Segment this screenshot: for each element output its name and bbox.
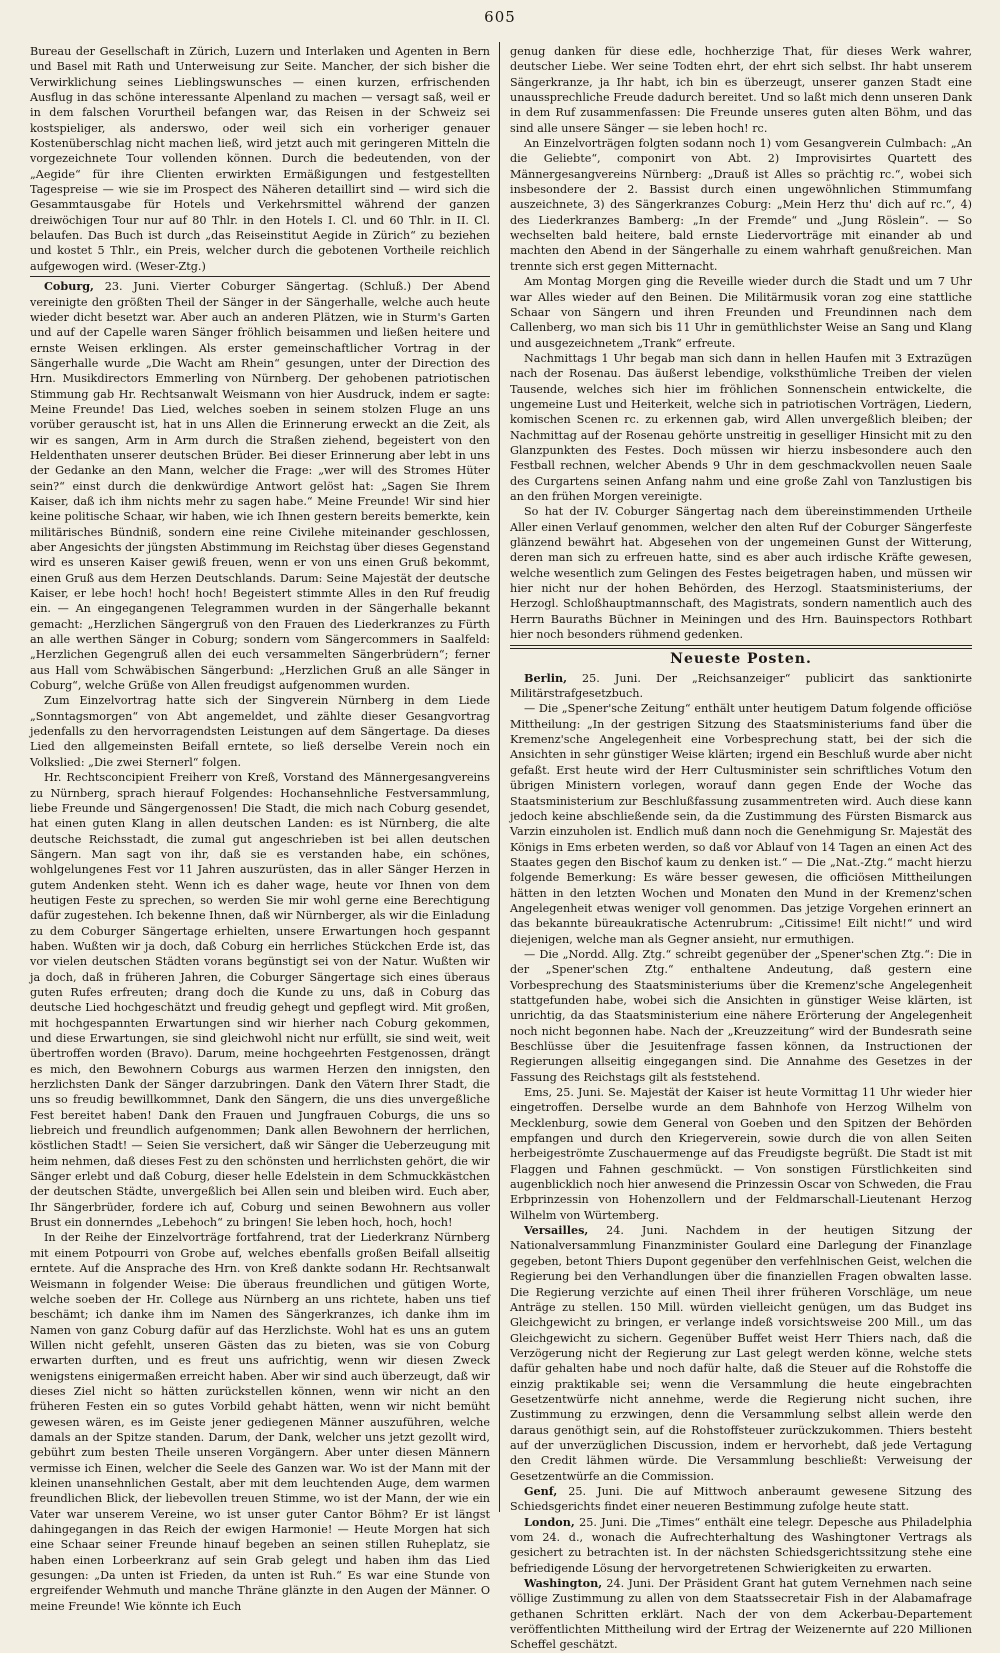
article-paragraph: In der Reihe der Einzelvorträge fortfahrend, trat der Liederkranz Nürnberg mit einem Potpourri von Grobe auf, welches ebenfalls großen Beifall allseitig erntete. Auf die Ansprache des Hrn. von Kreß dankte sodann Hr. Rechtsanwalt Weismann in folgender Weise: Die überaus freundlichen und gütigen Worte, welche soeben der Hr. College aus Nürnberg an uns richtete, haben uns tief beschämt; ich danke ihm im Namen des Sängerkranzes, ich danke ihm im Namen von ganz Coburg dafür auf das Herzlichste. Wohl hat es uns an gutem Willen nicht gefehlt, unseren Gästen das zu bieten, was sie von Coburg erwarten durften, und es freut uns aufrichtig, wenn wir diesen Zweck wenigstens einigermaßen erreicht haben. Aber wir sind auch überzeugt, daß wir dieses Ziel nicht so hätten zurückstellen können, wenn wir nicht an den früheren Festen ein so gutes Vorbild gehabt hätten, wenn wir nicht bemüht gewesen wären, es im Geiste jener gediegenen Männer auszuführen, welche damals an der Spitze standen. Darum, der Dank, welcher uns jetzt gezollt wird, gebührt zum besten Theile unseren Vorgängern. Aber unter diesen Männern vermisse ich Einen, welcher die Seele des Ganzen war. Wo ist der Mann mit der kleinen unansehnlichen Gestalt, aber mit dem leuchtenden Auge, dem warmen freundlichen Blick, der liebevollen treuen Stimme, wo ist der Mann, der wie ein Vater war unserem Vereine, wo ist unser guter Cantor Böhm? Er ist längst dahingegangen in das Reich der ewigen Harmonie! — Heute Morgen hat sich eine Schaar seiner Freunde hinauf begeben an seinen stillen Ruheplatz, sie haben einen Lorbeerkranz auf sein Grab gelegt und haben ihm das Lied gesungen: „Da unten ist Frieden, da unten ist Ruh.“ Es war eine Stunde von ergreifender Wehmuth und manche Thräne glänzte in den Augen der Männer. O meine Freunde! Wie könnte ich Euch bbox=[30, 1231, 490, 1613]
left-column bbox=[30, 44, 491, 1613]
article-separator bbox=[30, 276, 490, 277]
article-text: 25. Juni. Die auf Mittwoch anberaumt gewesene Sitzung des Schiedsgerichts findet einer neueren Bestimmung zufolge heute statt. bbox=[510, 1484, 972, 1514]
column-divider bbox=[499, 42, 500, 1512]
article-paragraph bbox=[30, 279, 490, 693]
dateline-coburg: Coburg, bbox=[44, 279, 94, 294]
section-title: Neueste Posten. bbox=[670, 651, 812, 668]
article-paragraph: So hat der IV. Coburger Sängertag nach dem übereinstimmenden Urtheile Aller einen Verlauf genommen, welcher den alten Ruf der Coburger Sängerfeste glänzend bewährt hat. Abgesehen von der ungemeinen Gunst der Witterung, deren man sich zu erfreuen hatte, sind es aber auch irdische Kräfte gewesen, welche wesentlich zum Gelingen des Festes beigetragen haben, und müssen wir hier nicht nur der hohen Behörden, des Herzogl. Staatsministeriums, der Herzogl. Schloßhauptmannschaft, des Magistrats, sondern namentlich auch des Herrn Bauraths Büchner in Meiningen und des Hrn. Bauinspectors Rothbart hier noch besonders rühmend gedenken. bbox=[510, 505, 972, 642]
article-paragraph bbox=[510, 671, 972, 702]
article-paragraph: Hr. Rechtsconcipient Freiherr von Kreß, Vorstand des Männergesangvereins zu Nürnberg, sprach hierauf Folgendes: Hochansehnliche Festversammlung, liebe Freunde und Sängergenossen! Die Stadt, die mich nach Coburg gesendet, hat einen guten Klang in allen deutschen Landen: es ist Nürnberg, die alte deutsche Reichsstadt, die zumal gut angeschrieben ist bei allen deutschen Sängern. Man sagt von ihr, daß sie es verstanden habe, ein schönes, wohlgelungenes Fest vor 11 Jahren auszurüsten, das in aller Sänger Herzen in gutem Andenken steht. Wenn ich es daher wage, heute vor Ihnen von dem heutigen Feste zu sprechen, so werden Sie mir wohl gerne eine Berechtigung dafür zugestehen. Ich bekenne Ihnen, daß wir Nürnberger, als wir die Einladung zu dem Coburger Sängertage erhielten, unsere Erwartungen hoch gespannt haben. Wußten wir ja doch, daß Coburg ein herrliches Stückchen Erde ist, das vor vielen deutschen Städten vorans begünstigt sei von der Natur. Wußten wir ja doch, daß in früheren Jahren, die Coburger Sängertage sich eines überaus guten Rufes erfreuten; drang doch die Kunde zu uns, daß in Coburg das deutsche Lied hochgeschätzt und freudig gehegt und gepflegt wird. Mit großen, mit hochgespannten Erwartungen sind wir hierher nach Coburg gekommen, und diese Erwartungen, sie sind gleichwohl nicht nur erfüllt, sie sind weit, weit übertroffen worden (Bravo). Darum, meine hochgeehrten Festgenossen, drängt es mich, den Bewohnern Coburgs aus warmen Herzen den innigsten, den herzlichsten Dank der Sänger darzubringen. Dank den Vätern Ihrer Stadt, die uns so freudig bewillkommnet, Dank den Sängern, die uns dies unvergeßliche Fest bereitet haben! Dank den Frauen und Jungfrauen Coburgs, die uns so liebreich und freundlich aufgenommen; Dank allen Bewohnern der herrlichen, köstlichen Stadt! — Seien Sie versichert, daß wir Sänger die Ueberzeugung mit heim nehmen, daß dieses Fest zu den schönsten und herrlichsten gehört, die wir Sänger erlebt und daß Coburg, dieser helle Edelstein in dem Schmuckkästchen der deutschen Städte, unvergeßlich bei Allen sein und bleiben wird. Euch aber, Ihr Sängerbrüder, fordere ich auf, Coburg und seinen Bewohnern aus voller Brust ein donnerndes „Lebehoch“ zu bringen! Sie leben hoch, hoch, hoch! bbox=[30, 771, 491, 1230]
article-paragraph: genug danken für diese edle, hochherzige That, für dieses Werk wahrer, deutscher Liebe. Wer seine Todten ehrt, der ehrt sich selbst. Ihr habt unserem Sängerkranze, ja Ihr habt, ich bin es überzeugt, unserer ganzen Stadt eine unaussprechliche Freude dadurch bereitet. Und so laßt mich denn unseren Dank in dem Ruf zusammenfassen: Die Freunde unseres guten alten Böhm, und das sind alle unsere Sänger — sie leben hoch! rc. bbox=[510, 45, 972, 135]
article-paragraph: Ems, 25. Juni. Se. Majestät der Kaiser ist heute Vormittag 11 Uhr wieder hier eingetroffen. Derselbe wurde an dem Bahnhofe von Herzog Wilhelm von Mecklenburg, sowie dem General von Goeben und den Spitzen der Behörden empfangen und durch den Kriegerverein, sowie durch die von allen Seiten herbeigeströmte Zuschauermenge auf das Freudigste begrüßt. Die Stadt ist mit Flaggen und Fahnen geschmückt. — Von sonstigen Fürstlichkeiten sind augenblicklich noch hier anwesend die Prinzessin Oscar von Schweden, die Frau Erbprinzessin von Hohenzollern und der Feldmarschall-Lieutenant Herzog Wilhelm von Würtemberg. bbox=[510, 1086, 972, 1222]
dateline-genf: Genf, bbox=[524, 1483, 558, 1498]
article-paragraph: Am Montag Morgen ging die Reveille wieder durch die Stadt und um 7 Uhr war Alles wieder auf den Beinen. Die Militärmusik voran zog eine stattliche Schaar von Sängern und ihren Freunden und Freundinnen nach dem Callenberg, wo man sich bis 11 Uhr in gemüthlichster Weise an Sang und Klang und ausgezeichnetem „Trank“ erfreute. bbox=[510, 275, 972, 350]
article-paragraph: — Die „Spener'sche Zeitung“ enthält unter heutigem Datum folgende officiöse Mittheilung: „In der gestrigen Sitzung des Staatsministeriums fand über die Kremenz'sche Angelegenheit eine Vorbesprechung statt, bei der sich die Ansichten in sehr günstiger Weise klärten; irgend ein Beschluß wurde aber nicht gefaßt. Erst heute wird der Herr Cultusminister sein schriftliches Votum den übrigen Ministern vorlegen, worauf dann gegen Ende der Woche das Staatsministerium zur Beschlußfassung zusammentreten wird. Auch diese kann jedoch keine abschließende sein, da die Zustimmung des Fürsten Bismarck aus Varzin einzuholen ist. Endlich muß dann noch die Genehmigung Sr. Majestät des Königs in Ems erbeten werden, so daß vor Ablauf von 14 Tagen an einen Act des Staates gegen den Bischof kaum zu denken ist.“ — Die „Nat.-Ztg.“ macht hierzu folgende Bemerkung: Es wäre besser gewesen, die officiösen Mittheilungen hätten in den letzten Wochen und Monaten den Mund in der Kremenz'schen Angelegenheit etwas weniger voll genommen. Das jetzige Vorgehen erinnert an das bekannte büreaukratische Actenrubrum: „Citissime! Eilt nicht!“ und wird diejenigen, welche man als Gegner ansieht, nur ermuthigen. bbox=[510, 702, 972, 946]
article-paragraph: Zum Einzelvortrag hatte sich der Singverein Nürnberg in dem Liede „Sonntagsmorgen“ von Abt angemeldet, und zählte dieser Gesangvortrag jedenfalls zu den hervorragendsten Leistungen auf dem Sängertage. Da dieses Lied den allgemeinsten Beifall erntete, so ließ derselbe Verein noch ein Volkslied: „Die zwei Sternerl“ folgen. bbox=[30, 694, 490, 769]
article-text: 25. Juni. Die „Times“ enthält eine telegr. Depesche aus Philadelphia vom 24. d., wonach die Aufrechterhaltung des Washingtoner Vertrags als gesichert zu betrachten ist. In der nächsten Schiedsgerichtssitzung stehe eine befriedigende Lösung der hervorgetretenen Schwierigkeiten zu erwarten. bbox=[510, 1515, 972, 1575]
dateline-berlin: Berlin, bbox=[524, 670, 567, 685]
article-text: 25. Juni. Der „Reichsanzeiger“ publicirt das sanktionirte Militärstrafgesetzbuch. bbox=[510, 671, 972, 701]
article-paragraph: — Die „Nordd. Allg. Ztg.“ schreibt gegenüber der „Spener'schen Ztg.“: Die in der „Spener'schen Ztg.“ enthaltene Andeutung, daß gestern eine Vorbesprechung des Staatsministeriums über die Kremenz'sche Angelegenheit stattgefunden habe, wobei sich die Ansichten in günstiger Weise klärten, ist unrichtig, da das Staatsministerium eine nähere Erörterung der Angelegenheit noch nicht begonnen habe. Nach der „Kreuzzeitung“ wird der Bundesrath seine Beschlüsse über die Jesuitenfrage fassen können, da Instructionen der Regierungen allseitig eingegangen sind. Die Annahme des Gesetzes in der Fassung des Reichstags gilt als feststehend. bbox=[510, 947, 972, 1084]
section-separator bbox=[510, 645, 972, 649]
article-text: 24. Juni. Nachdem in der heutigen Sitzung der Nationalversammlung Finanzminister Goulard eine Darlegung der Finanzlage gegeben, betont Thiers Dupont gegenüber den verfehlnischen Geist, welchen die Regierung bei den Verhandlungen über die finanziellen Fragen obwalten lasse. Die Regierung verzichte auf einen Theil ihrer früheren Vorschläge, um neue Anträge zu stellen. 150 Mill. würden vielleicht genügen, um das Budget ins Gleichgewicht zu bringen, er verlange indeß vorsichtsweise 200 Mill., um das Gleichgewicht zu sichern. Gegenüber Buffet weist Herr Thiers nach, daß die Verzögerung nicht der Regierung zur Last gelegt werden könne, welche stets dafür gehalten habe und noch dafür halte, daß die Steuer auf die Rohstoffe die einzig praktikable sei; wenn die Versammlung die heute eingebrachten Gesetzentwürfe nicht annehme, werde die Regierung nicht suchen, ihre Zustimmung zu erzwingen, denn die Versammlung selbst allein werde den daraus genöthigt sein, auf die Rohstoffsteuer zurückzukommen. Thiers besteht auf der unverzüglichen Discussion, indem er hervorhebt, daß jede Vertagung den Credit lähmen würde. Die Versammlung beschließt: Verweisung der Gesetzentwürfe an die Commission. bbox=[510, 1224, 972, 1483]
dateline-london: London, bbox=[524, 1514, 575, 1529]
article-paragraph: Bureau der Gesellschaft in Zürich, Luzern und Interlaken und Agenten in Bern und Basel mit Rath und Unterweisung zur Seite. Mancher, der sich bisher die Verwirklichung seines Lieblingswunsches — einen kurzen, erfrischenden Ausflug in das schöne interessante Alpenland zu machen — versagt saß, weil er in dem falschen Vorurtheil befangen war, das Reisen in der Schweiz sei kostspieliger, als anderswo, oder weil sich ein vorheriger genauer Kostenüberschlag nicht machen ließ, wird jetzt auch mit geringeren Mitteln die vorgezeichnete Tour vollenden können. Durch die bedeutenden, von der „Aegide“ für ihre Clienten erwirkten Ermäßigungen und festgestellten Tagespreise — wie sie im Prospect des Näheren detaillirt sind — wird sich die Gesammtausgabe für Hotels und Verkehrsmittel während der ganzen dreiwöchigen Tour nur auf 80 Thlr. in den Hotels I. Cl. und 60 Thlr. in II. Cl. belaufen. Das Buch ist durch „das Reiseinstitut Aegide in Zürich“ zu beziehen und kostet 5 Thlr., ein Preis, welcher durch die gebotenen Vortheile reichlich aufgewogen wird. (Weser-Ztg.) bbox=[30, 45, 490, 273]
page-number: 605 bbox=[484, 8, 516, 26]
dateline-washington: Washington, bbox=[524, 1576, 603, 1591]
article-paragraph: Nachmittags 1 Uhr begab man sich dann in hellen Haufen mit 3 Extrazügen nach der Rosenau. Das äußerst lebendige, volksthümliche Treiben der vielen Tausende, welches sich hier im fröhlichen Sonnenschein entwickelte, die ungemeine Lust und Heiterkeit, welche sich in patriotischen Vorträgen, Liedern, komischen Scenen rc. zu erkennen gab, wird Allen unvergeßlich bleiben; der Nachmittag auf der Rosenau gehörte unstreitig in geselliger Hinsicht mit zu den Glanzpunkten des Festes. Doch müssen wir hierzu insbesondere auch den Festball rechnen, welcher Abends 9 Uhr in dem geschmackvollen neuen Saale des Curgartens seinen Anfang nahm und eine große Zahl von Tanzlustigen bis an den frühen Morgen vereinigte. bbox=[510, 351, 972, 503]
article-text: 23. Juni. Vierter Coburger Sängertag. (Schluß.) Der Abend vereinigte den größten Theil der Sänger in der Sängerhalle, welche auch heute wieder dicht besetzt war. Aber auch an anderen Plätzen, wie in Sturm's Garten und auf der Capelle waren Sänger fröhlich beisammen und ließen heitere und ernste Weisen erklingen. Als erster gemeinschaftlicher Vortrag in der Sängerhalle wurde „Die Wacht am Rhein“ gesungen, unter der Direction des Hrn. Musikdirectors Emmerling von Nürnberg. Der gehobenen patriotischen Stimmung gab Hr. Rechtsanwalt Weismann von hier Ausdruck, indem er sagte: Meine Freunde! Das Lied, welches soeben in seinem stolzen Fluge an uns vorüber gerauscht ist, hat in uns Allen die Erinnerung erweckt an die Zeit, als wir es sangen, Arm in Arm durch die Straßen ziehend, begeistert von den Heldenthaten unserer deutschen Brüder. Bei dieser Erinnerung aber lebt in uns der Gedanke an den Mann, welcher die Frage: „wer will des Stromes Hüter sein?“ einst durch die denkwürdige Antwort gelöst hat: „Sagen Sie Ihrem Kaiser, daß ich ihm nichts mehr zu sagen habe.“ Meine Freunde! Wir sind hier keine politische Schaar, wir haben, wie ich Ihnen gestern bereits bemerkte, kein militärisches Bündniß, sondern eine reine Civilehe miteinander geschlossen, aber Angesichts der jüngsten Abstimmung im Reichstag über dieses Gegenstand wird es unseren Kaiser gewiß freuen, wenn er von uns einen Gruß bekommt, einen Gruß aus dem Herzen Deutschlands. Darum: Seine Majestät der deutsche Kaiser, er lebe hoch! hoch! hoch! Begeistert stimmte Alles in den Ruf freudig ein. — An eingegangenen Telegrammen wurden in der Sängerhalle bekannt gemacht: „Herzlichen Sängergruß von den Frauen des Liederkranzes zu Fürth an alle werthen Sänger in Coburg; sondern vom Sängercommers in Saalfeld: „Herzlichen Gegengruß allen dei euch versammelten Sängerbrüdern“; ferner aus Hall vom Schwäbischen Sängerbund: „Herzlichen Gruß an alle Sänger in Coburg“, welche Grüße von Allen freudigst aufgenommen wurden. bbox=[30, 280, 490, 693]
dateline-versailles: Versailles, bbox=[524, 1223, 589, 1238]
article-paragraph bbox=[510, 1223, 972, 1484]
right-column bbox=[510, 44, 972, 1652]
article-paragraph: An Einzelvorträgen folgten sodann noch 1) vom Gesangverein Culmbach: „An die Geliebte“, componirt von Abt. 2) Improvisirtes Quartett des Männergesangvereins Nürnberg: „Drauß ist Alles so prächtig rc.“, wobei sich insbesondere der 2. Bassist durch einen ungewöhnlichen Stimmumfang auszeichnete, 3) des Sängerkranzes Coburg: „Mein Herz thu' dich auf rc.“, 4) des Liederkranzes Bamberg: „In der Fremde“ und „Jung Röslein“. — So wechselten bald heitere, bald ernste Liedervorträge mit einander ab und machten den Abend in der Sängerhalle zu einem wahrhaft genußreichen. Man trennte sich erst gegen Mitternacht. bbox=[510, 137, 972, 273]
article-paragraph bbox=[510, 1484, 972, 1515]
article-text: 24. Juni. Der Präsident Grant hat gutem Vernehmen nach seine völlige Zustimmung zu allen von dem Staatssecretair Fish in der Alabamafrage gethanen Schritten erklärt. Nach der von dem Ackerbau-Departement veröffentlichten Mittheilung wird der Ertrag der Weizenernte auf 220 Millionen Scheffel geschätzt. bbox=[510, 1577, 972, 1652]
article-paragraph bbox=[510, 1576, 972, 1653]
article-paragraph bbox=[510, 1515, 972, 1576]
